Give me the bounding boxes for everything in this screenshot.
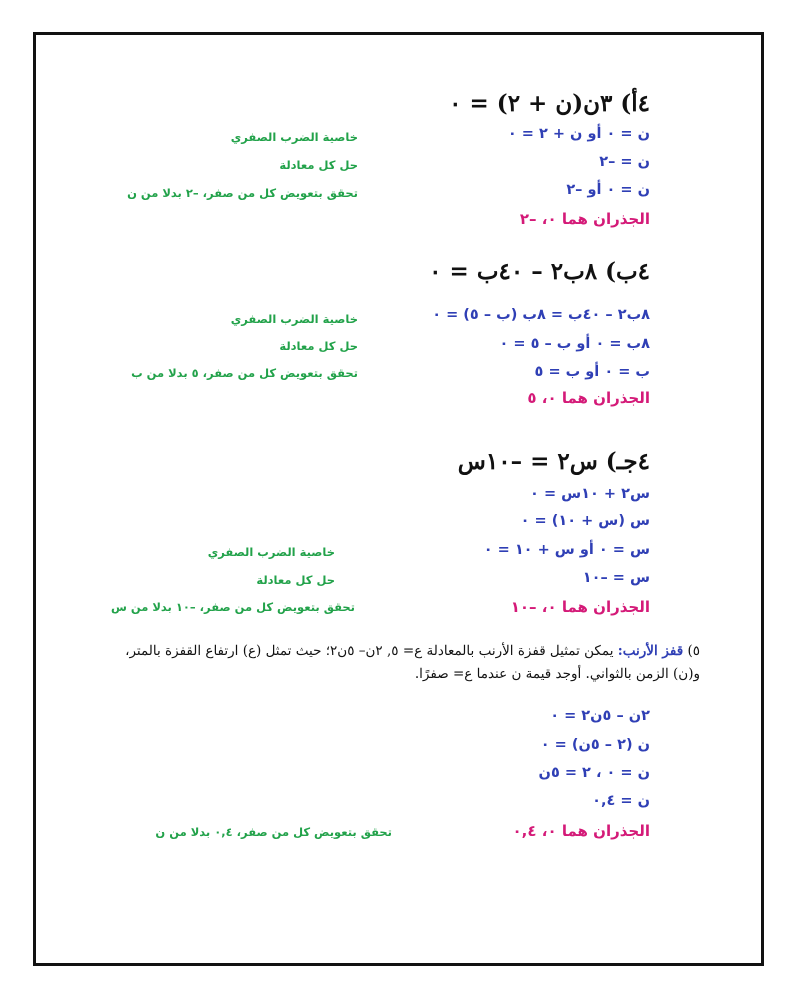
step-4a-2: ن = –٢ [599,154,650,170]
step-5-4: ن = ٠,٤ [592,793,650,809]
roots-4b: الجذران هما ٠، ٥ [527,389,650,407]
heading-4b: ٤ب) ٨ب٢ – ٤٠ب = ٠ [429,258,650,285]
step-5-2: ن (٢ – ٥ن) = ٠ [540,737,650,753]
problem-5-tag: قفز الأرنب: [617,643,684,659]
page-frame [33,32,764,966]
step-4b-2: ٨ب = ٠ أو ب – ٥ = ٠ [499,336,650,352]
step-4a-3: ن = ٠ أو –٢ [566,182,650,198]
note-4a-1: خاصية الضرب الصفري [230,130,358,144]
step-4c-3: س = ٠ أو س + ١٠ = ٠ [483,542,650,558]
note-5: تحقق بتعويض كل من صفر، ٠,٤ بدلا من ن [155,825,392,839]
roots-4a: الجذران هما ٠، –٢ [519,210,650,228]
step-4b-3: ب = ٠ أو ب = ٥ [534,364,650,380]
note-4c-1: خاصية الضرب الصفري [207,545,335,559]
note-4a-2: حل كل معادلة [279,158,358,172]
note-4b-3: تحقق بتعويض كل من صفر، ٥ بدلا من ب [131,366,358,380]
step-5-1: ٢ن – ٥ن٢ = ٠ [550,708,650,724]
step-4c-1: س٢ + ١٠س = ٠ [530,486,650,502]
step-4b-1: ٨ب٢ – ٤٠ب = ٨ب (ب – ٥) = ٠ [432,307,650,323]
problem-5-statement [100,640,700,686]
note-4a-3: تحقق بتعويض كل من صفر، –٢ بدلا من ن [127,186,358,200]
step-5-3: ن = ٠ ، ٢ = ٥ن [538,765,650,781]
step-4c-4: س = –١٠ [582,570,650,586]
problem-5-number: ٥) [687,643,700,659]
step-4a-1: ن = ٠ أو ن + ٢ = ٠ [507,126,650,142]
note-4c-3: تحقق بتعويض كل من صفر، –١٠ بدلا من س [111,600,355,614]
note-4b-2: حل كل معادلة [279,339,358,353]
note-4c-2: حل كل معادلة [256,573,335,587]
note-4b-1: خاصية الضرب الصفري [230,312,358,326]
problem-5-text: يمكن تمثيل قفزة الأرنب بالمعادلة ع= ٥, ٢ن– ٥ن٢؛ حيث تمثل (ع) ارتفاع القفزة بالمتر، و(ن) الزمن بالثواني. أوجد قيمة ن عندما ع= صفرًا. [125,643,700,682]
roots-4c: الجذران هما ٠، –١٠ [510,598,650,616]
roots-5: الجذران هما ٠، ٠,٤ [512,822,650,840]
heading-4c: ٤جـ) س٢ = –١٠س [457,448,650,475]
step-4c-2: س (س + ١٠) = ٠ [520,513,650,529]
heading-4a: ٤أ) ٣ن(ن + ٢) = ٠ [449,90,650,117]
